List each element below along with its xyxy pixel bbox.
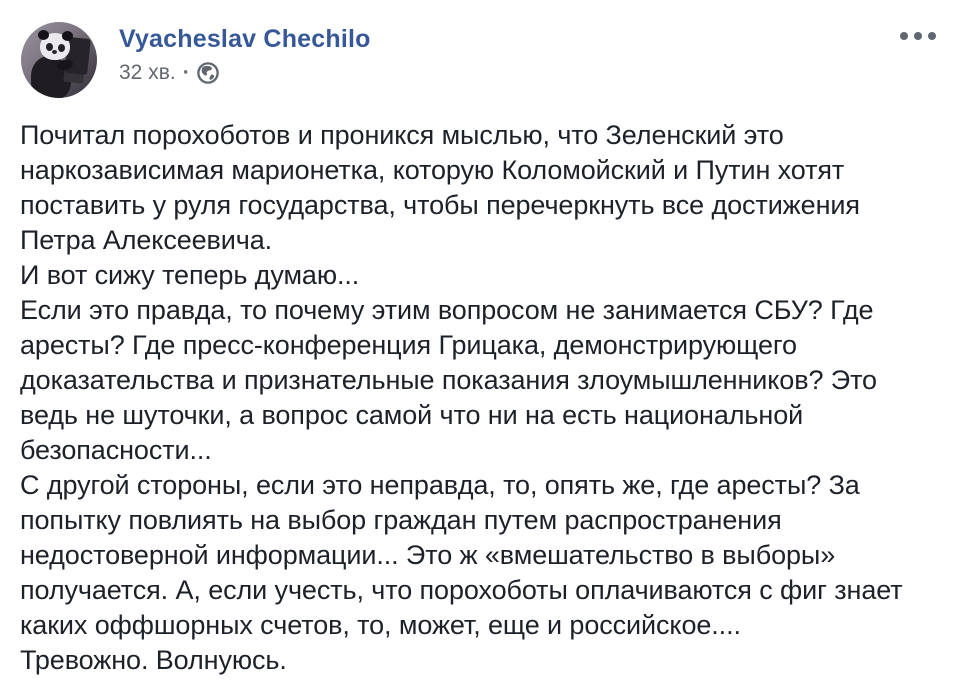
post-text-line: доказательства и признательные показания злоумышленников? Это (20, 365, 877, 395)
ellipsis-dot (900, 32, 908, 40)
post-text-line: Петра Алексеевича. (20, 225, 273, 255)
post-header (0, 0, 960, 98)
ellipsis-dot (914, 32, 922, 40)
post-options-button[interactable] (898, 26, 938, 46)
panda-ear-shape (38, 30, 49, 40)
avatar[interactable] (21, 22, 97, 98)
post-text-line: аресты? Где пресс-конференция Грицака, демонстрирующего (20, 330, 797, 360)
post-meta (119, 61, 371, 85)
post-text-line: И вот сижу теперь думаю... (20, 260, 360, 290)
post-text-line: попытку повлиять на выбор граждан путем распространения (20, 505, 782, 535)
globe-public-icon (197, 62, 219, 84)
meta-separator: · (182, 60, 190, 84)
post-text-line: недостоверной информации... Это ж «вмешательство в выборы» (20, 540, 836, 570)
timestamp[interactable]: 32 хв. (119, 60, 176, 84)
ellipsis-dot (928, 32, 936, 40)
post-text-line: безопасности... (20, 435, 212, 465)
post-text (0, 118, 960, 678)
panda-eye-shape (58, 44, 65, 52)
post-text-line: каких оффшорных счетов, то, может, еще и российское.... (20, 610, 741, 640)
post-text-line: ведь не шуточки, а вопрос самой что ни на есть национальной (20, 400, 804, 430)
header-text (119, 22, 371, 85)
post-text-line: поставить у руля государства, чтобы перечеркнуть все достижения (20, 190, 860, 220)
post-text-line: Почитал порохоботов и проникся мыслью, что Зеленский это (20, 120, 784, 150)
post-text-line: Тревожно. Волнуюсь. (20, 645, 287, 675)
post-text-line: получается. А, если учесть, что порохоботы оплачиваются с фиг знает (20, 575, 903, 605)
author-name-link[interactable]: Vyacheslav Chechilo (119, 25, 371, 53)
panda-nose-shape (52, 50, 57, 54)
post-text-line: наркозависимая марионетка, которую Коломойский и Путин хотят (20, 155, 845, 185)
post-text-line: С другой стороны, если это неправда, то, опять же, где аресты? За (20, 470, 860, 500)
post-text-line: Если это правда, то почему этим вопросом не занимается СБУ? Где (20, 295, 874, 325)
panda-ear-shape (62, 31, 73, 41)
